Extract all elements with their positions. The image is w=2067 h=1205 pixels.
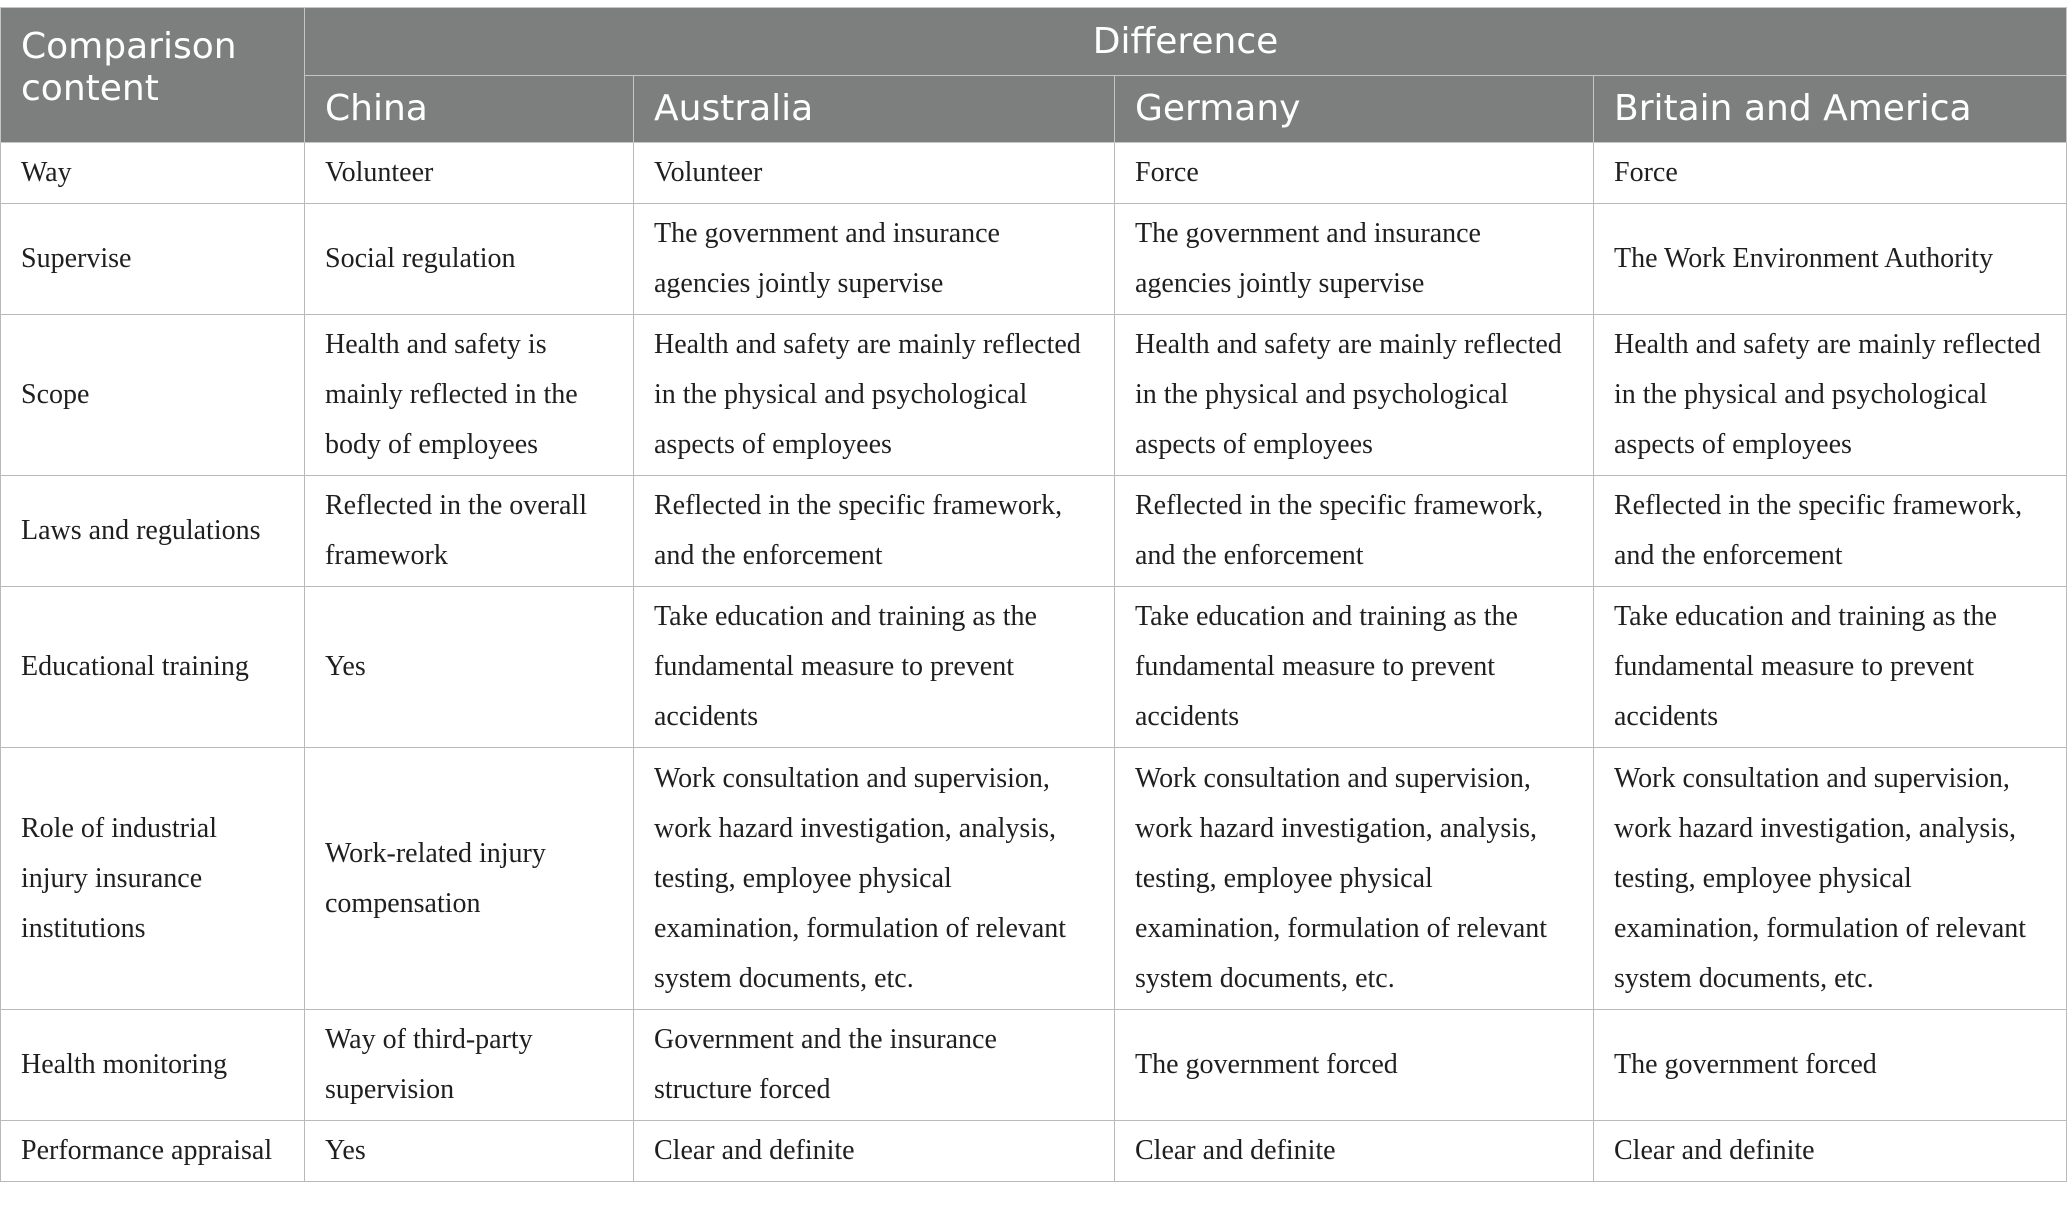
cell-britain-and-america: The government forced — [1594, 1010, 2067, 1121]
cell-china: Work-related injury compensation — [305, 748, 634, 1010]
cell-germany: Health and safety are mainly reflected in the physical and psychological aspects of employees — [1115, 315, 1594, 476]
table-row-way — [1, 143, 2067, 204]
cell-australia: Reflected in the specific framework, and the enforcement — [634, 476, 1115, 587]
cell-germany: The government and insurance agencies jointly supervise — [1115, 204, 1594, 315]
row-label: Health monitoring — [1, 1010, 305, 1121]
cell-china: Social regulation — [305, 204, 634, 315]
cell-china: Yes — [305, 1121, 634, 1182]
cell-britain-and-america: Health and safety are mainly reflected in the physical and psychological aspects of employees — [1594, 315, 2067, 476]
header-britain-and-america: Britain and America — [1594, 76, 2067, 143]
cell-britain-and-america: Reflected in the specific framework, and the enforcement — [1594, 476, 2067, 587]
table-row-health-monitoring — [1, 1010, 2067, 1121]
cell-australia: The government and insurance agencies jointly supervise — [634, 204, 1115, 315]
table-row-supervise — [1, 204, 2067, 315]
cell-britain-and-america: Take education and training as the fundamental measure to prevent accidents — [1594, 587, 2067, 748]
cell-britain-and-america: Clear and definite — [1594, 1121, 2067, 1182]
cell-australia: Volunteer — [634, 143, 1115, 204]
header-comparison-content: Comparison content — [1, 8, 305, 143]
header-difference: Difference — [305, 8, 2067, 76]
cell-germany: Reflected in the specific framework, and the enforcement — [1115, 476, 1594, 587]
table-header — [1, 8, 2067, 143]
row-label: Supervise — [1, 204, 305, 315]
cell-germany: Take education and training as the fundamental measure to prevent accidents — [1115, 587, 1594, 748]
header-row-group — [1, 8, 2067, 76]
cell-china: Way of third-party supervision — [305, 1010, 634, 1121]
header-australia: Australia — [634, 76, 1115, 143]
table-row-scope — [1, 315, 2067, 476]
cell-china: Yes — [305, 587, 634, 748]
cell-germany: Force — [1115, 143, 1594, 204]
comparison-table-container — [0, 7, 2066, 1182]
table-row-performance-appraisal — [1, 1121, 2067, 1182]
cell-china: Health and safety is mainly reflected in the body of employees — [305, 315, 634, 476]
cell-britain-and-america: Force — [1594, 143, 2067, 204]
row-label: Role of industrial injury insurance institutions — [1, 748, 305, 1010]
row-label: Educational training — [1, 587, 305, 748]
header-china: China — [305, 76, 634, 143]
cell-germany: Clear and definite — [1115, 1121, 1594, 1182]
row-label: Laws and regulations — [1, 476, 305, 587]
cell-australia: Government and the insurance structure forced — [634, 1010, 1115, 1121]
cell-china: Reflected in the overall framework — [305, 476, 634, 587]
row-label: Scope — [1, 315, 305, 476]
header-row-countries — [1, 76, 2067, 143]
cell-australia: Work consultation and supervision, work hazard investigation, analysis, testing, employee physical examination, formulation of relevant system documents, etc. — [634, 748, 1115, 1010]
cell-china: Volunteer — [305, 143, 634, 204]
table-row-role-of-injury-insurance — [1, 748, 2067, 1010]
cell-australia: Take education and training as the fundamental measure to prevent accidents — [634, 587, 1115, 748]
cell-britain-and-america: The Work Environment Authority — [1594, 204, 2067, 315]
header-germany: Germany — [1115, 76, 1594, 143]
cell-australia: Clear and definite — [634, 1121, 1115, 1182]
cell-britain-and-america: Work consultation and supervision, work hazard investigation, analysis, testing, employee physical examination, formulation of relevant system documents, etc. — [1594, 748, 2067, 1010]
row-label: Way — [1, 143, 305, 204]
cell-australia: Health and safety are mainly reflected in the physical and psychological aspects of employees — [634, 315, 1115, 476]
table-row-educational-training — [1, 587, 2067, 748]
table-body — [1, 143, 2067, 1182]
cell-germany: The government forced — [1115, 1010, 1594, 1121]
comparison-table — [0, 7, 2067, 1182]
table-row-laws-and-regulations — [1, 476, 2067, 587]
row-label: Performance appraisal — [1, 1121, 305, 1182]
cell-germany: Work consultation and supervision, work hazard investigation, analysis, testing, employee physical examination, formulation of relevant system documents, etc. — [1115, 748, 1594, 1010]
